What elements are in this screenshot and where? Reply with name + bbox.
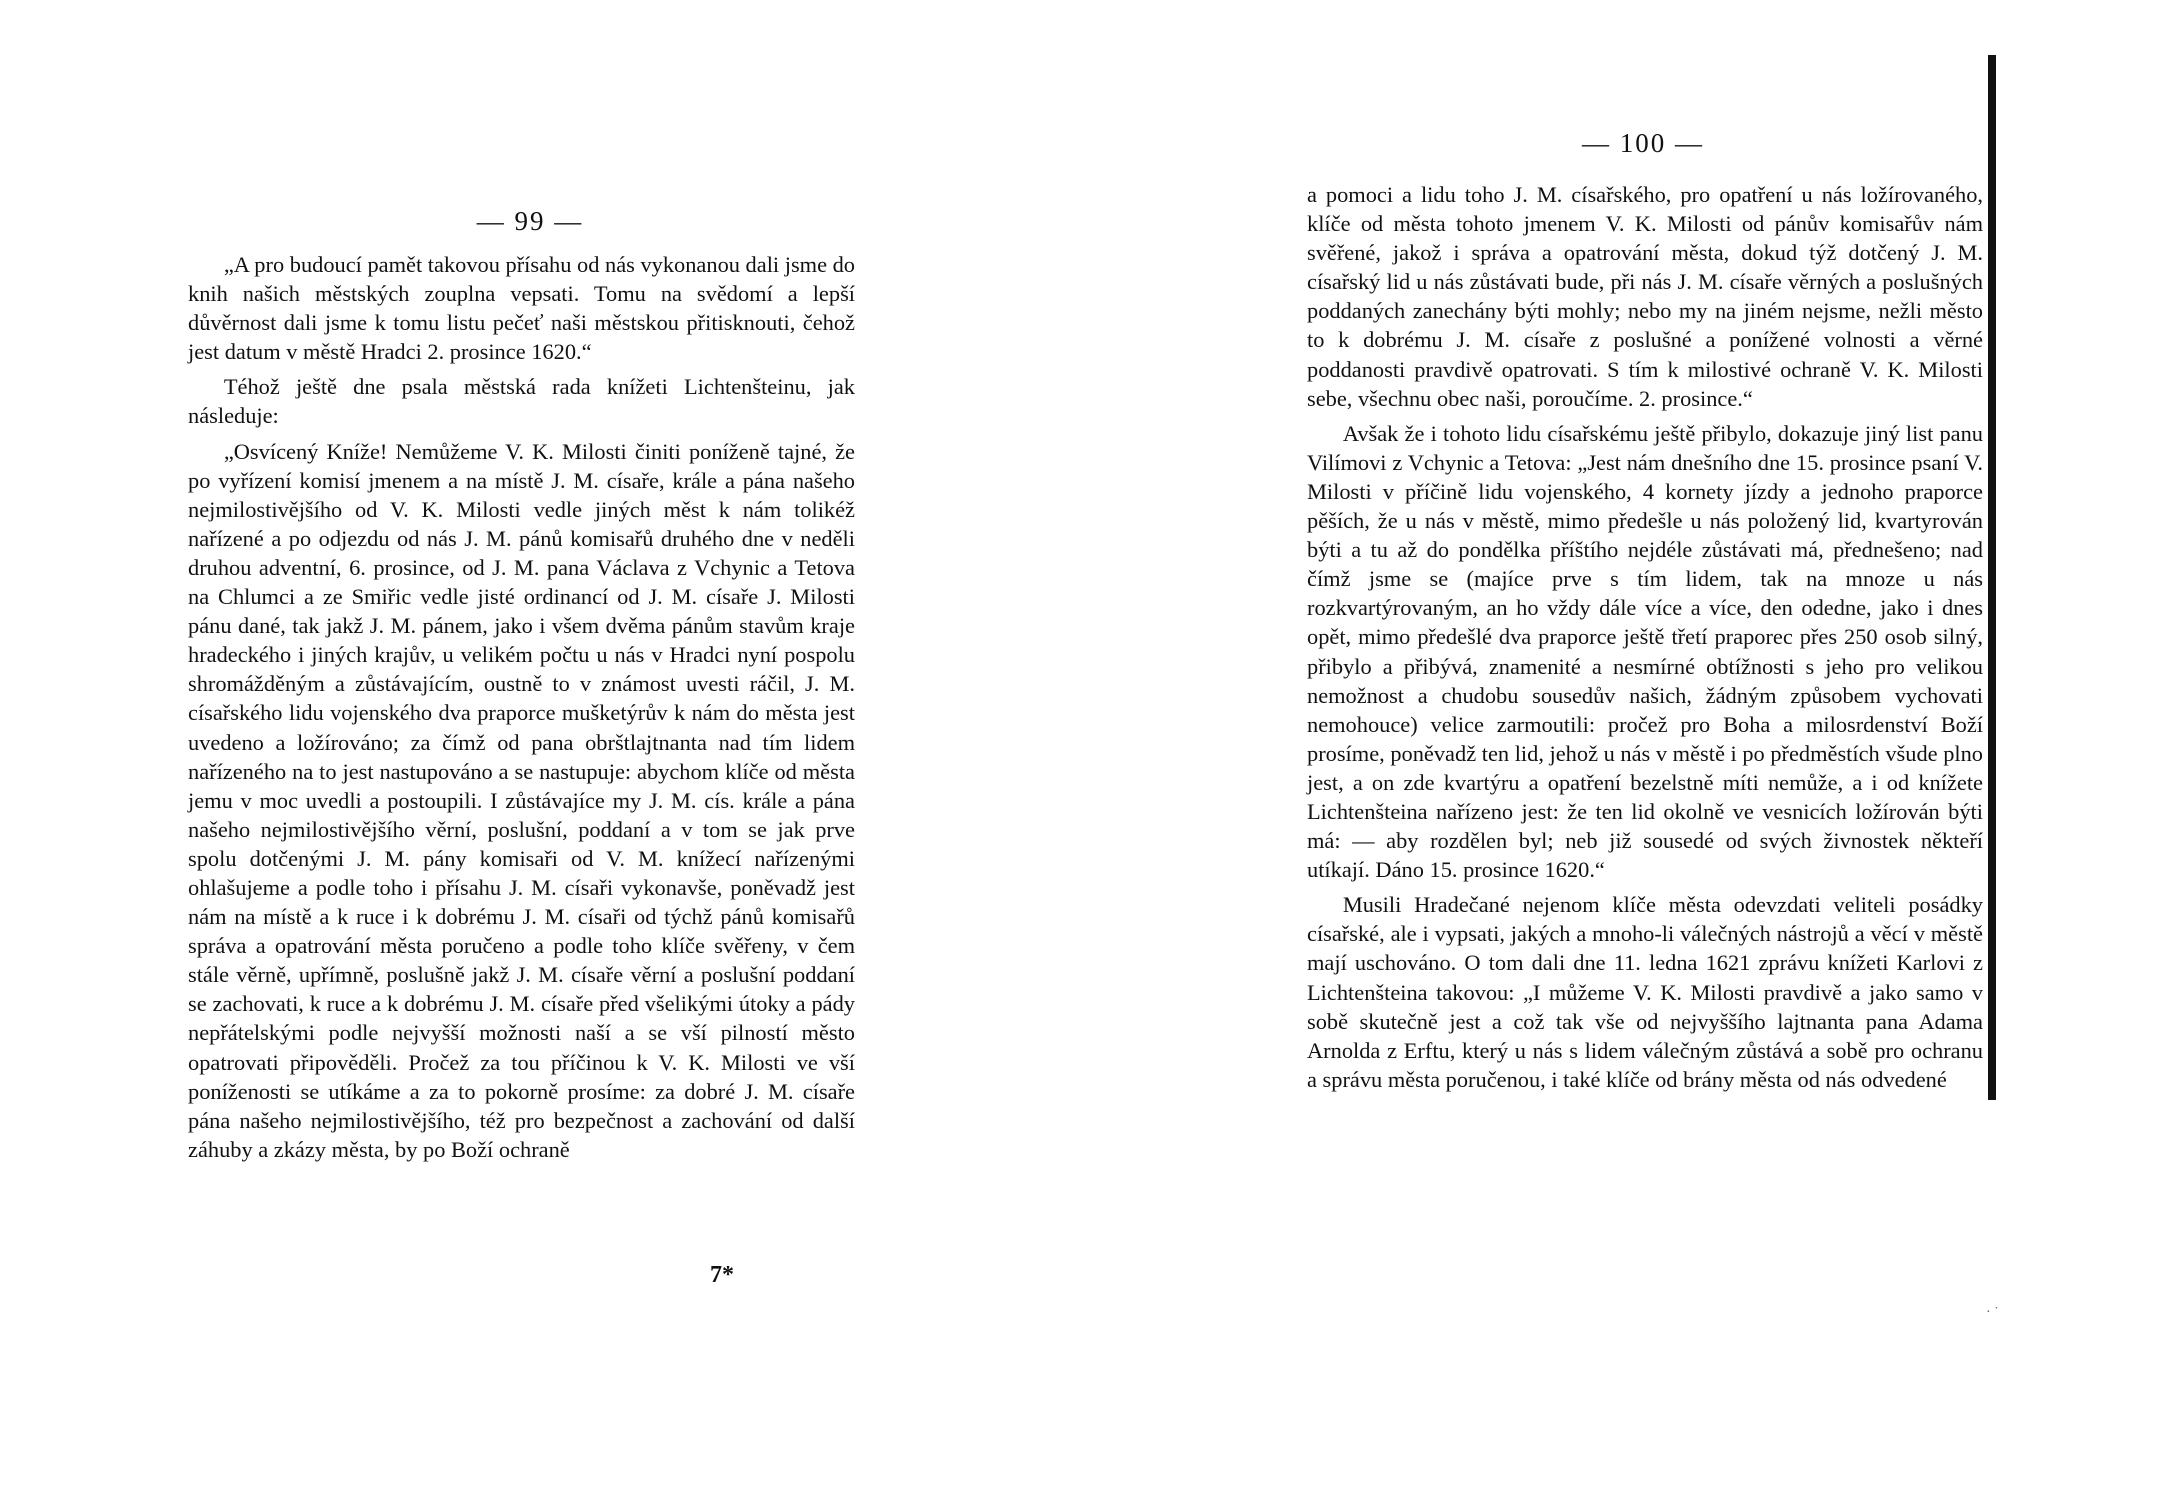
scan-speck: · ˙ bbox=[1986, 1305, 1999, 1320]
page-number-right: — 100 — bbox=[1582, 128, 1704, 158]
left-page-text bbox=[188, 250, 855, 1164]
paragraph: „A pro budoucí pamět takovou přísahu od nás vykonanou dali jsme do knih našich městských zouplna vepsati. Tomu na svědomí a lepší důvěrnost dali jsme k tomu listu pečeť naši městskou přitisknouti, čehož jest datum v městě Hradci 2. prosince 1620.“ bbox=[188, 252, 856, 365]
paragraph: a pomoci a lidu toho J. M. císařského, pro opatření u nás ložírovaného, klíče od města tohoto jmenem V. K. Milosti od pánův komisařův nám svěřené, jakož i správa a opatrování města, dokud týž dotčený J. M. císařský lid u nás zůstávati bude, při nás J. M. císaře věrných a poslušných poddaných zanechány býti mohly; nebo my na jiném nejsme, nežli město to k dobrému J. M. císaře z poslušné a ponížené volnosti a věrné poddanosti pravdivě opatrovati. S tím k milostivé ochraně V. K. Milosti sebe, všechnu obec naši, poroučíme. 2. prosince.“ bbox=[1307, 182, 1983, 411]
paragraph: Téhož ještě dne psala městská rada knížeti Lichtenšteinu, jak následuje: bbox=[188, 374, 855, 429]
paragraph: Avšak že i tohoto lidu císařskému ještě přibylo, dokazuje jiný list panu Vilímovi z Vchynic a Tetova: „Jest nám dnešního dne 15. prosince psaní V. Milosti v příčině lidu vojenského, 4 kornety jízdy a jednoho praporce pěších, že u nás v městě, mimo předešle u nás položený lid, kvartyrován býti a tu až do pondělka příštího nejdéle zůstávati má, přednešeno; nad čímž jsme se (majíce prve s tím lidem, tak na mnoze u nás rozkvartýrovaným, an ho vždy dále více a více, den odedne, jako i dnes opět, mimo předešlé dva praporce ještě třetí praporec přes 250 osob silný, přibylo a přibývá, znamenité a nesmírné obtížnosti s jeho pro velikou nemožnost a chudobu sousedův našich, žádným způsobem vychovati nemohouce) velice zarmoutili: pročež pro Boha a milosrdenství Boží prosíme, poněvadž ten lid, jehož u nás v městě i po předměstích všude plno jest, a on zde kvartýru a opatření bezelstně míti nemůže, a i od knížete Lichtenšteina nařízeno jest: že ten lid okolně ve vesnicích ložírován býti má: — aby rozdělen byl; neb již sousedé od svých živnostek někteří utíkají. Dáno 15. prosince 1620.“ bbox=[1307, 420, 1983, 883]
page-number-left: — 99 — bbox=[476, 206, 584, 236]
printer-signature-mark: 7* bbox=[710, 1262, 734, 1288]
right-page-text bbox=[1307, 180, 1983, 1094]
right-page bbox=[1083, 0, 2166, 1500]
paragraph: „Osvícený Kníže! Nemůžeme V. K. Milosti činiti poníženě tajné, že po vyřízení komisí jmenem a na místě J. M. císaře, krále a pána našeho nejmilostivějšího od V. K. Milosti vedle jiných měst k nám tolikéž nařízené a po odjezdu od nás J. M. pánů komisařů druhého dne v neděli druhou adventní, 6. prosince, od J. M. pana Václava z Vchynic a Tetova na Chlumci a ze Smiřic vedle jisté ordinancí od J. M. císaře J. Milosti pánu dané, tak jakž J. M. pánem, jako i všem dvěma pánům stavům kraje hradeckého i jiných krajův, u velikém počtu u nás v Hradci nyní pospolu shromážděným a zůstávajícím, oustně to v známost uvesti ráčil, J. M. císařského lidu vojenského dva praporce mušketýrův k nám do města jest uvedeno a ložírováno; za čímž od pana obrštlajtnanta nad tím lidem nařízeného na to jest nastupováno a se nastupuje: abychom klíče od města jemu v moc uvedli a postoupili. I zůstávajíce my J. M. cís. krále a pána našeho nejmilostivějšího věrní, poslušní, poddaní a v tom se jak prve spolu dotčenými J. M. pány komisaři od V. M. knížecí nařízenými ohlašujeme a podle toho i přísahu J. M. císaři vykonavše, poněvadž jest nám na místě a k ruce i k dobrému J. M. císaři od týchž pánů komisařů správa a opatrování města poručeno a podle toho klíče svěřeny, v čem stále věrně, upřímně, poslušně jakž J. M. císaře věrní a poslušní poddaní se zachovati, k ruce a k dobrému J. M. císaře před všelikými útoky a pády nepřátelskými podle nejvyšší možnosti naší a se vší pilností město opatrovati připověděli. Pročež za tou příčinou k V. K. Milosti ve vší poníženosti se utíkáme a za to pokorně prosíme: za dobré J. M. císaře pána našeho nejmilostivějšího, též pro bezpečnost a zachování od další záhuby a zkázy města, by po Boží ochraně bbox=[188, 438, 855, 1162]
paragraph: Musili Hradečané nejenom klíče města odevzdati veliteli posádky císařské, ale i vypsati, jakých a mnoho-li válečných nástrojů a věcí v městě mají uschováno. O tom dali dne 11. ledna 1621 zprávu knížeti Karlovi z Lichtenšteina takovou: „I můžeme V. K. Milosti pravdivě a jako samo v sobě skutečně jest a což tak vše od nejvyššího lajtnanta pana Adama Arnolda z Erftu, který u nás s lidem válečným zůstává a sobě pro ochranu a správu města poručenou, i také klíče od brány města od nás odvedené bbox=[1307, 892, 1983, 1092]
scan-edge-shadow bbox=[1988, 55, 1996, 1100]
